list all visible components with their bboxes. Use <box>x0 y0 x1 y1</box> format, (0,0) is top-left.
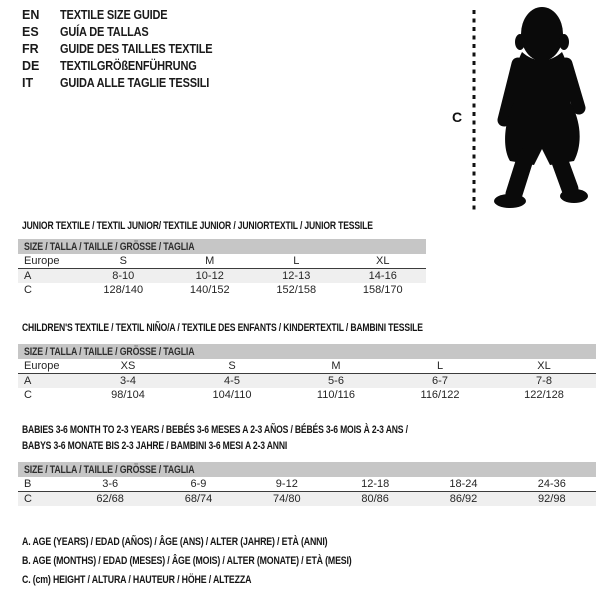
value-cell: 158/170 <box>362 284 403 296</box>
value-cell: 24-36 <box>508 477 596 492</box>
row-label-cell: C <box>18 492 66 507</box>
value-cell: S <box>180 359 284 374</box>
language-code: FR <box>22 41 39 56</box>
value-cell: 86/92 <box>419 492 507 507</box>
language-row <box>22 40 233 57</box>
baby-silhouette-icon <box>494 7 588 208</box>
value-cell: 3-6 <box>66 477 154 492</box>
table-head <box>18 239 426 254</box>
table-body <box>18 359 596 402</box>
value-cell: 140/152 <box>189 284 230 296</box>
size-header-label: SIZE / TALLA / TAILLE / GRÖSSE / TAGLIA <box>24 463 195 476</box>
language-guide-title: TEXTILE SIZE GUIDE <box>60 7 168 22</box>
section-title-line: JUNIOR TEXTILE / TEXTIL JUNIOR/ TEXTILE JUNIOR / JUNIORTEXTIL / JUNIOR TESSILE <box>22 220 373 232</box>
size-header-row <box>18 462 596 477</box>
value-cell: 116/122 <box>420 389 460 401</box>
children-size-table <box>18 344 596 402</box>
value-cell: 6-9 <box>154 477 242 492</box>
figure-label-c: C <box>452 109 463 125</box>
size-header-row <box>18 344 596 359</box>
value-cell: 18-24 <box>419 477 507 492</box>
baby-figure <box>438 2 598 216</box>
size-header-label: SIZE / TALLA / TAILLE / GRÖSSE / TAGLIA <box>24 345 195 358</box>
language-row <box>22 23 233 40</box>
size-header-cell <box>18 462 596 477</box>
value-cell: 4-5 <box>180 374 284 389</box>
value-cell: 68/74 <box>154 492 242 507</box>
value-cell: 110/116 <box>316 389 356 401</box>
value-cell: L <box>388 359 492 374</box>
language-code: EN <box>22 7 40 22</box>
junior-size-table <box>18 239 426 297</box>
row-label-cell: B <box>18 477 66 492</box>
value-cell: XS <box>76 359 180 374</box>
value-cell: 74/80 <box>243 492 331 507</box>
table-row <box>18 359 596 374</box>
size-header-row <box>18 239 426 254</box>
value-cell: 80/86 <box>331 492 419 507</box>
value-cell: 7-8 <box>492 374 596 389</box>
section-title-line: CHILDREN'S TEXTILE / TEXTIL NIÑO/A / TEXTILE DES ENFANTS / KINDERTEXTIL / BAMBINI TESSILE <box>22 322 423 334</box>
row-label-cell: C <box>24 389 32 401</box>
language-row <box>22 74 233 91</box>
value-cell: M <box>167 254 254 269</box>
footnote-line <box>22 570 434 589</box>
language-code: IT <box>22 75 34 90</box>
footnote-line <box>22 532 434 551</box>
row-label-cell: Europe <box>18 254 80 269</box>
babies-size-table <box>18 462 596 506</box>
size-header-label: SIZE / TALLA / TAILLE / GRÖSSE / TAGLIA <box>24 240 195 253</box>
table-body <box>18 254 426 297</box>
section-title-line: BABYS 3-6 MONATE BIS 2-3 JAHRE / BAMBINI 3-6 MESI A 2-3 ANNI <box>22 440 288 452</box>
table-row <box>18 492 596 507</box>
value-cell: 6-7 <box>388 374 492 389</box>
table-head <box>18 462 596 477</box>
size-header-cell <box>18 239 426 254</box>
language-guide-title: GUIDA ALLE TAGLIE TESSILI <box>60 75 210 90</box>
value-cell: 152/158 <box>276 284 317 296</box>
value-cell: 92/98 <box>508 492 596 507</box>
table-row <box>18 388 596 402</box>
value-cell: 122/128 <box>524 389 564 401</box>
language-code: ES <box>22 24 39 39</box>
row-label-cell: Europe <box>18 359 76 374</box>
value-cell: 12-13 <box>253 269 340 284</box>
table-row <box>18 283 426 297</box>
table-row <box>18 269 426 284</box>
footnote-text: C. (cm) HEIGHT / ALTURA / HAUTEUR / HÖHE / ALTEZZA <box>22 573 252 586</box>
value-cell: XL <box>340 254 427 269</box>
size-header-cell <box>18 344 596 359</box>
section-title-line: BABIES 3-6 MONTH TO 2-3 YEARS / BEBÉS 3-6 MESES A 2-3 AÑOS / BÉBÉS 3-6 MOIS À 2-3 ANS / <box>22 424 408 436</box>
value-cell: L <box>253 254 340 269</box>
language-list <box>22 6 233 91</box>
row-label-cell: A <box>18 374 76 389</box>
value-cell: 62/68 <box>66 492 154 507</box>
table-head <box>18 344 596 359</box>
value-cell: S <box>80 254 167 269</box>
language-code: DE <box>22 58 40 73</box>
value-cell: 128/140 <box>103 284 144 296</box>
row-label-cell: C <box>24 284 32 296</box>
language-guide-title: GUÍA DE TALLAS <box>60 24 149 39</box>
value-cell: 10-12 <box>167 269 254 284</box>
value-cell: 14-16 <box>340 269 427 284</box>
footnotes <box>22 532 434 589</box>
table-row <box>18 254 426 269</box>
language-row <box>22 57 233 74</box>
value-cell: 8-10 <box>80 269 167 284</box>
value-cell: 98/104 <box>111 389 145 401</box>
language-guide-title: TEXTILGRÖßENFÜHRUNG <box>60 58 197 73</box>
footnote-line <box>22 551 434 570</box>
value-cell: 3-4 <box>76 374 180 389</box>
footnote-text: B. AGE (MONTHS) / EDAD (MESES) / ÂGE (MOIS) / ALTER (MONATE) / ETÀ (MESI) <box>22 554 352 567</box>
table-row <box>18 374 596 389</box>
language-row <box>22 6 233 23</box>
row-label-cell: A <box>18 269 80 284</box>
value-cell: M <box>284 359 388 374</box>
value-cell: 104/110 <box>212 389 252 401</box>
table-body <box>18 477 596 506</box>
section-title-children <box>22 320 536 336</box>
value-cell: 9-12 <box>243 477 331 492</box>
value-cell: XL <box>492 359 596 374</box>
value-cell: 12-18 <box>331 477 419 492</box>
section-title-babies <box>22 422 517 454</box>
section-title-junior <box>22 218 472 234</box>
footnote-text: A. AGE (YEARS) / EDAD (AÑOS) / ÂGE (ANS) / ALTER (JAHRE) / ETÀ (ANNI) <box>22 535 328 548</box>
table-row <box>18 477 596 492</box>
value-cell: 5-6 <box>284 374 388 389</box>
language-guide-title: GUIDE DES TAILLES TEXTILE <box>60 41 213 56</box>
